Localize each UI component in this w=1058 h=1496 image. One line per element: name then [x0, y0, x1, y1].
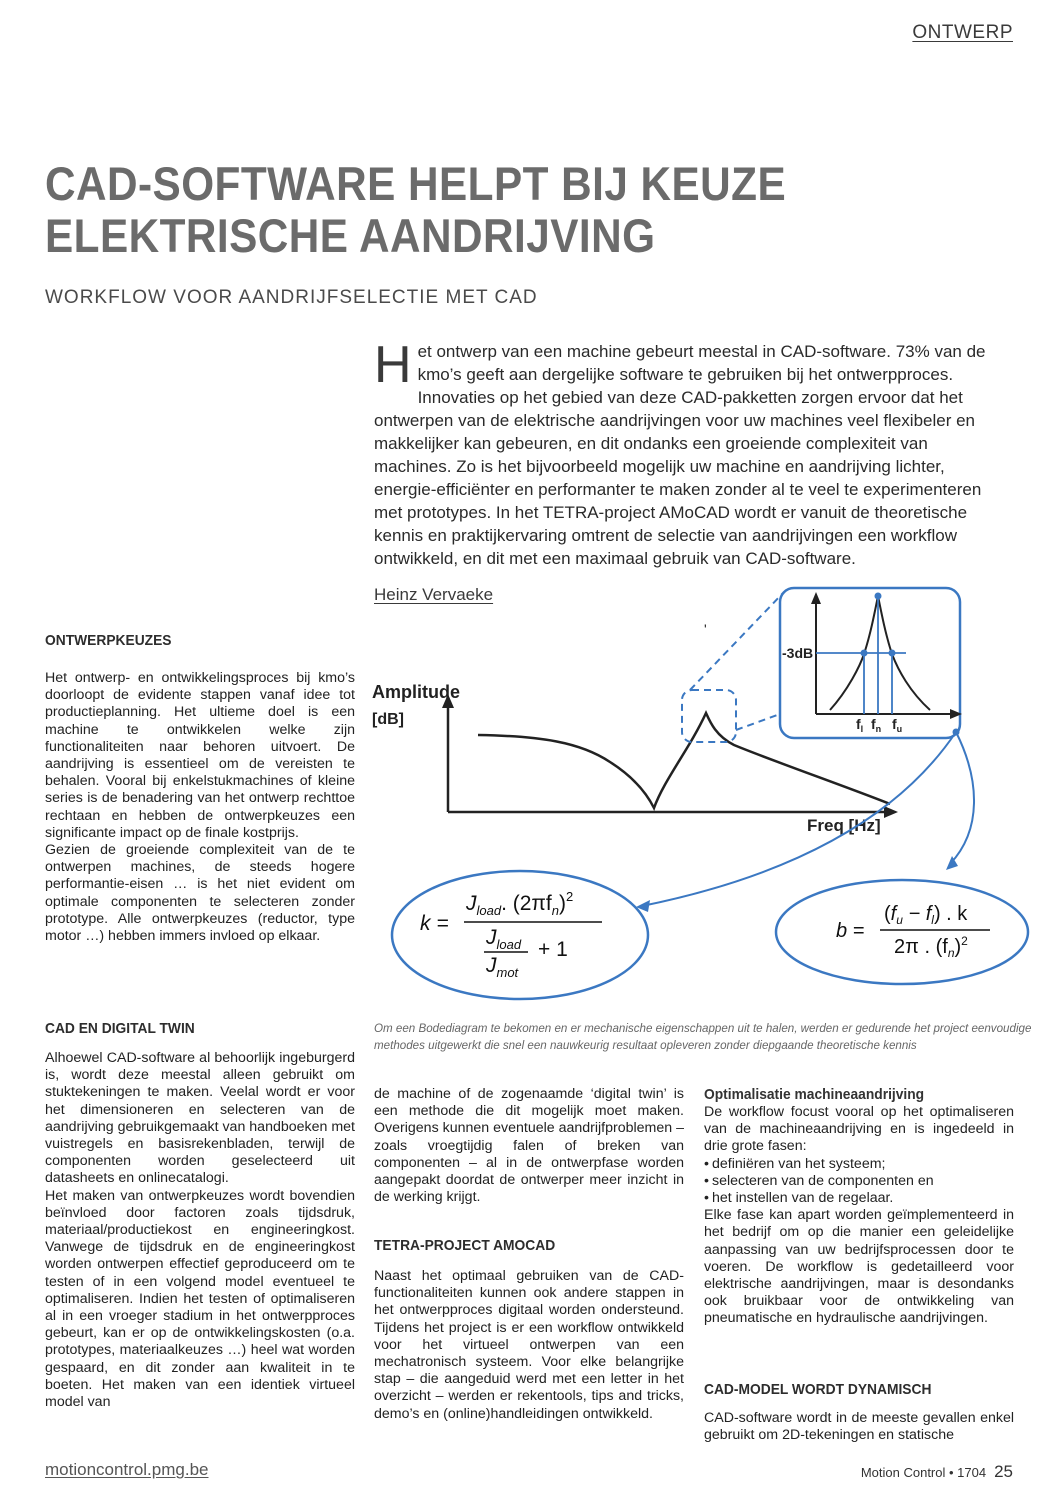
- fn-label: $f_n$: [871, 716, 882, 734]
- col3-paragraph-3: CAD-software wordt in de meeste gevallen enkel gebruikt om 2D-tekeningen en statische: [704, 1410, 1014, 1444]
- zoom-line-bottom: [736, 714, 780, 730]
- column-3-body-bottom: [704, 1410, 1014, 1444]
- column-2-body-top: [374, 1086, 684, 1206]
- col3-paragraph-2: Elke fase kan apart worden geïmplementeerd in het bedrijf om op die manier een geleidelijke aanpassing van uw bedrijfsprocessen door te voeren. De workflow is gedetailleerd voor elektrische aandrijvingen, maar is desondanks ook bruikbaar voor de ontwikkeling van pneumatische en hydraulische aandrijvingen.: [704, 1207, 1014, 1327]
- col2-paragraph-2: Naast het optimaal gebruiken van de CAD-functionaliteiten kunnen ook andere stappen in het ontwerpproces digitaal worden ondersteund. Tijdens het project is er een workflow ontwikkeld voor het virtueel ontwerpen van een mechatronisch systeem. Voor elke belangrijke stap – die aangeduid werd met een letter in het overzicht – werden er rekentools, tips and tricks, demo’s en (online)handleidingen ontwikkeld.: [374, 1268, 684, 1422]
- column-3-body-top: [704, 1104, 1014, 1328]
- formula-b-lhs: b =: [836, 920, 865, 942]
- article-title: [45, 158, 855, 262]
- lead-text: et ontwerp van een machine gebeurt meestal in CAD-software. 73% van de kmo’s geeft aan dergelijke software te gebruiken bij het ontwerpproces. Innovaties op het gebied van deze CAD-pakketten zorgen ervoor dat het ontwerpen van de elektrische aandrijvingen voor uw machines veel flexibeler en makkelijker kan gebeuren, en dit ondanks een groeiende complexiteit van machines. Zo is het bijvoorbeeld mogelijk uw machine en aandrijving lichter, energie-efficiënter en performanter te maken zonder al te veel te experimenteren met prototypes. In het TETRA-project AMoCAD wordt er vanuit de theoretische kennis en praktijkervaring omtrent de selectie van aandrijvingen een workflow ontwikkeld, en dit met een maximaal gebruik van CAD-software.: [374, 342, 986, 568]
- fl-label: $f_l$: [856, 716, 864, 734]
- column-1-body-bottom: [45, 1050, 355, 1411]
- section-tag[interactable]: ONTWERP: [912, 22, 1013, 43]
- tick-mark: ': [704, 621, 707, 637]
- heading-cad-digital-twin: CAD EN DIGITAL TWIN: [45, 1020, 195, 1037]
- svg-text:2π . (fn)2: 2π . $(f_n)^2$: [894, 934, 968, 960]
- col1-paragraph-2: Gezien de groeiende complexiteit van de te ontwerpen machines, de steeds hogere performantie-eisen … is het niet evident om optimale componenten te selecteren zonder prototype. Alle ontwerpkeuzes (reductor, type motor …) hebben immers invloed op elkaar.: [45, 842, 355, 945]
- phase-list-item: • het instellen van de regelaar.: [704, 1190, 1014, 1207]
- formula-k: [420, 889, 602, 980]
- formula-b: [836, 903, 990, 960]
- phase-list: [704, 1156, 1014, 1208]
- heading-tetra-project: TETRA-PROJECT AMOCAD: [374, 1237, 556, 1254]
- phase-list-item: • selecteren van de componenten en: [704, 1173, 1014, 1190]
- fu-label: $f_u$: [892, 716, 903, 734]
- title-line-1: CAD-SOFTWARE HELPT BIJ KEUZE: [45, 157, 787, 210]
- col3-paragraph-1: De workflow focust vooral op het optimaliseren van de machineaandrijving en is ingedeeld in drie grote fasen:: [704, 1104, 1014, 1155]
- col1-paragraph-3: Alhoewel CAD-software al behoorlijk ingeburgerd is, wordt deze meestal alleen gebruikt om stuktekeningen te maken. Veelal wordt er voor het dimensioneren en selecteren van de aandrijving gebruikgemaakt van handboeken met vuistregels en basisrekenbladen, terwijl de componenten worden geselecteerd uit datasheets en onlinecatalogi.: [45, 1050, 355, 1187]
- formula-k-ellipse: [392, 871, 648, 999]
- db-label: [dB]: [372, 711, 404, 728]
- formula-k-lhs: k =: [420, 912, 449, 935]
- heading-ontwerpkeuzes: ONTWERPKEUZES: [45, 632, 172, 649]
- bode-diagram-figure: [370, 580, 1038, 1020]
- title-line-2: ELEKTRISCHE AANDRIJVING: [45, 209, 656, 262]
- drop-cap: H: [374, 336, 412, 394]
- x-axis-arrow: [884, 806, 898, 818]
- phase-list-item: • definiëren van het systeem;: [704, 1156, 1014, 1173]
- website-link[interactable]: motioncontrol.pmg.be: [45, 1460, 209, 1479]
- column-2-body-bottom: [374, 1268, 684, 1423]
- peak-highlight-box: [682, 690, 736, 742]
- arrow-to-b: [950, 732, 974, 864]
- minus-3db-label: -3dB: [782, 645, 814, 661]
- svg-text:((ffu − fl) . k: $(f_u - f_l)$ . k: [884, 903, 968, 927]
- magazine-issue: Motion Control • 1704: [860, 1465, 987, 1480]
- figure-caption: Om een Bodediagram te bekomen en er mechanische eigenschappen uit te halen, werden er gedurende het project eenvoudige methodes uitgewerkt die snel een nauwkeurig resultaat opleveren zonder diepgaande theoretische kennis: [374, 1022, 1032, 1052]
- zoom-inset-box: [780, 588, 960, 738]
- col1-paragraph-4: Het maken van ontwerpkeuzes wordt bovendien beïnvloed door factoren zoals tijdsdruk, materiaal/productiekost en engineeringkost. Vanwege de tijdsdruk en de engineeringkost worden ontwerpen effectief geproduceerd om te testen of in een volgend model eventueel te optimaliseren. Indien het testen of optimaliseren al in een vroeger stadium in het ontwerpproces gebeurt, kan er op de ontwikkelingskosten (o.a. prototypes, materiaalkeuzes …) heel wat worden gespaard, en dit zonder aan kwaliteit in te boeten. Het maken van een identiek virtueel model van: [45, 1187, 355, 1411]
- heading-cad-model-dynamisch: CAD-MODEL WORDT DYNAMISCH: [704, 1381, 932, 1398]
- footer-page-info: [861, 1462, 1013, 1482]
- lead-paragraph: [374, 336, 1006, 570]
- col2-paragraph-1: de machine of de zogenaamde ‘digital twin’ is een methode die dit mogelijk moet maken. Overigens kunnen eventuele aandrijfproblemen – zoals vroegtijdig falen of breken van componenten – al in de ontwerpfase worden aangepakt doordat de ontwerper meer inzicht in de werking krijgt.: [374, 1086, 684, 1206]
- author-link[interactable]: Heinz Vervaeke: [374, 585, 494, 604]
- svg-text:Jload. (2πfn)2: $J_{load}$. $(2\pi f_n)^2$: [466, 889, 574, 918]
- col1-paragraph-1: Het ontwerp- en ontwikkelingsproces bij kmo’s doorloopt de evidente stappen vanaf idee tot productieplanning. Het ultieme doel is een machine te ontwikkelen welke zijn functionaliteiten naar behoren uitvoert. De aandrijving is essentieel om de vereisten te behalen. Vooral bij enkelstukmachines of kleine series is de benadering van het ontwerp rechttoe rechtaan en hebben de ontwerpkeuzes een significante impact op de finale kostprijs.: [45, 670, 355, 841]
- svg-text:Jmot: $J_{mot}$: [486, 954, 519, 980]
- formula-b-ellipse: [776, 880, 1028, 984]
- svg-text:+ 1: + 1: [538, 938, 568, 961]
- column-1-body-top: [45, 670, 355, 945]
- amplitude-label: Amplitude: [372, 682, 460, 702]
- heading-optimalisatie: Optimalisatie machineaandrijving: [704, 1086, 925, 1103]
- page-number: 25: [994, 1462, 1013, 1481]
- zoom-line-top: [690, 592, 784, 690]
- freq-label: Freq [Hz]: [807, 816, 881, 835]
- article-subtitle: WORKFLOW VOOR AANDRIJFSELECTIE MET CAD: [45, 287, 538, 308]
- svg-text:Jload: $J_{load}$: [486, 926, 522, 952]
